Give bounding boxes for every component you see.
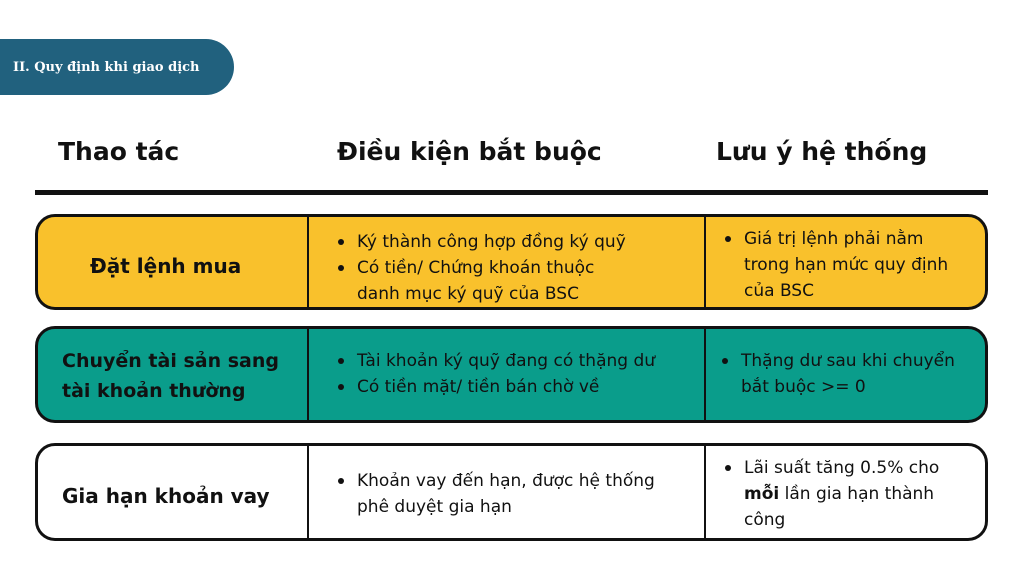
note-text: lần gia hạn thành — [779, 484, 935, 504]
condition-item-continued: phê duyệt gia hạn — [357, 497, 512, 517]
condition-item-continued: danh mục ký quỹ của BSC — [357, 284, 579, 304]
note-item: Lãi suất tăng 0.5% cho — [722, 455, 972, 481]
header-conditions: Điều kiện bắt buộc — [337, 137, 602, 166]
section-tag — [0, 39, 234, 95]
column-divider — [307, 446, 309, 538]
table-row-buy-order — [35, 214, 988, 310]
condition-item: Tài khoản ký quỹ đang có thặng dư — [335, 348, 655, 374]
operation-label-line: Chuyển tài sản sang — [62, 350, 279, 372]
notes-list — [722, 226, 972, 304]
condition-item: Có tiền mặt/ tiền bán chờ về — [335, 374, 655, 400]
condition-item: Có tiền/ Chứng khoán thuộc — [335, 255, 626, 281]
table-row-transfer-assets — [35, 326, 988, 423]
note-item: Giá trị lệnh phải nằm — [722, 226, 972, 252]
operation-label: Gia hạn khoản vay — [62, 484, 270, 508]
column-divider — [704, 446, 706, 538]
conditions-list — [335, 229, 626, 307]
note-item-continued: của BSC — [744, 281, 814, 301]
conditions-list — [335, 348, 655, 400]
header-notes: Lưu ý hệ thống — [716, 137, 928, 166]
conditions-list — [335, 468, 695, 520]
operation-label — [62, 346, 279, 406]
note-item-continued: bắt buộc >= 0 — [741, 377, 866, 397]
header-divider — [35, 190, 988, 195]
note-item-continued: công — [744, 510, 786, 530]
note-item: Thặng dư sau khi chuyển — [719, 348, 969, 374]
header-operation: Thao tác — [58, 137, 180, 166]
column-divider — [704, 329, 706, 420]
operation-label: Đặt lệnh mua — [90, 254, 242, 278]
column-divider — [704, 217, 706, 307]
note-item-continued: trong hạn mức quy định — [744, 255, 949, 275]
column-divider — [307, 217, 309, 307]
notes-list — [719, 348, 969, 400]
table-row-loan-extension — [35, 443, 988, 541]
emphasis-text: mỗi — [744, 484, 780, 504]
condition-item: Khoản vay đến hạn, được hệ thống — [335, 468, 695, 494]
note-item-continued — [722, 481, 972, 507]
section-tag-label: II. Quy định khi giao dịch — [13, 59, 200, 75]
operation-label-line: tài khoản thường — [62, 380, 246, 402]
condition-item: Ký thành công hợp đồng ký quỹ — [335, 229, 626, 255]
notes-list — [722, 455, 972, 533]
column-divider — [307, 329, 309, 420]
